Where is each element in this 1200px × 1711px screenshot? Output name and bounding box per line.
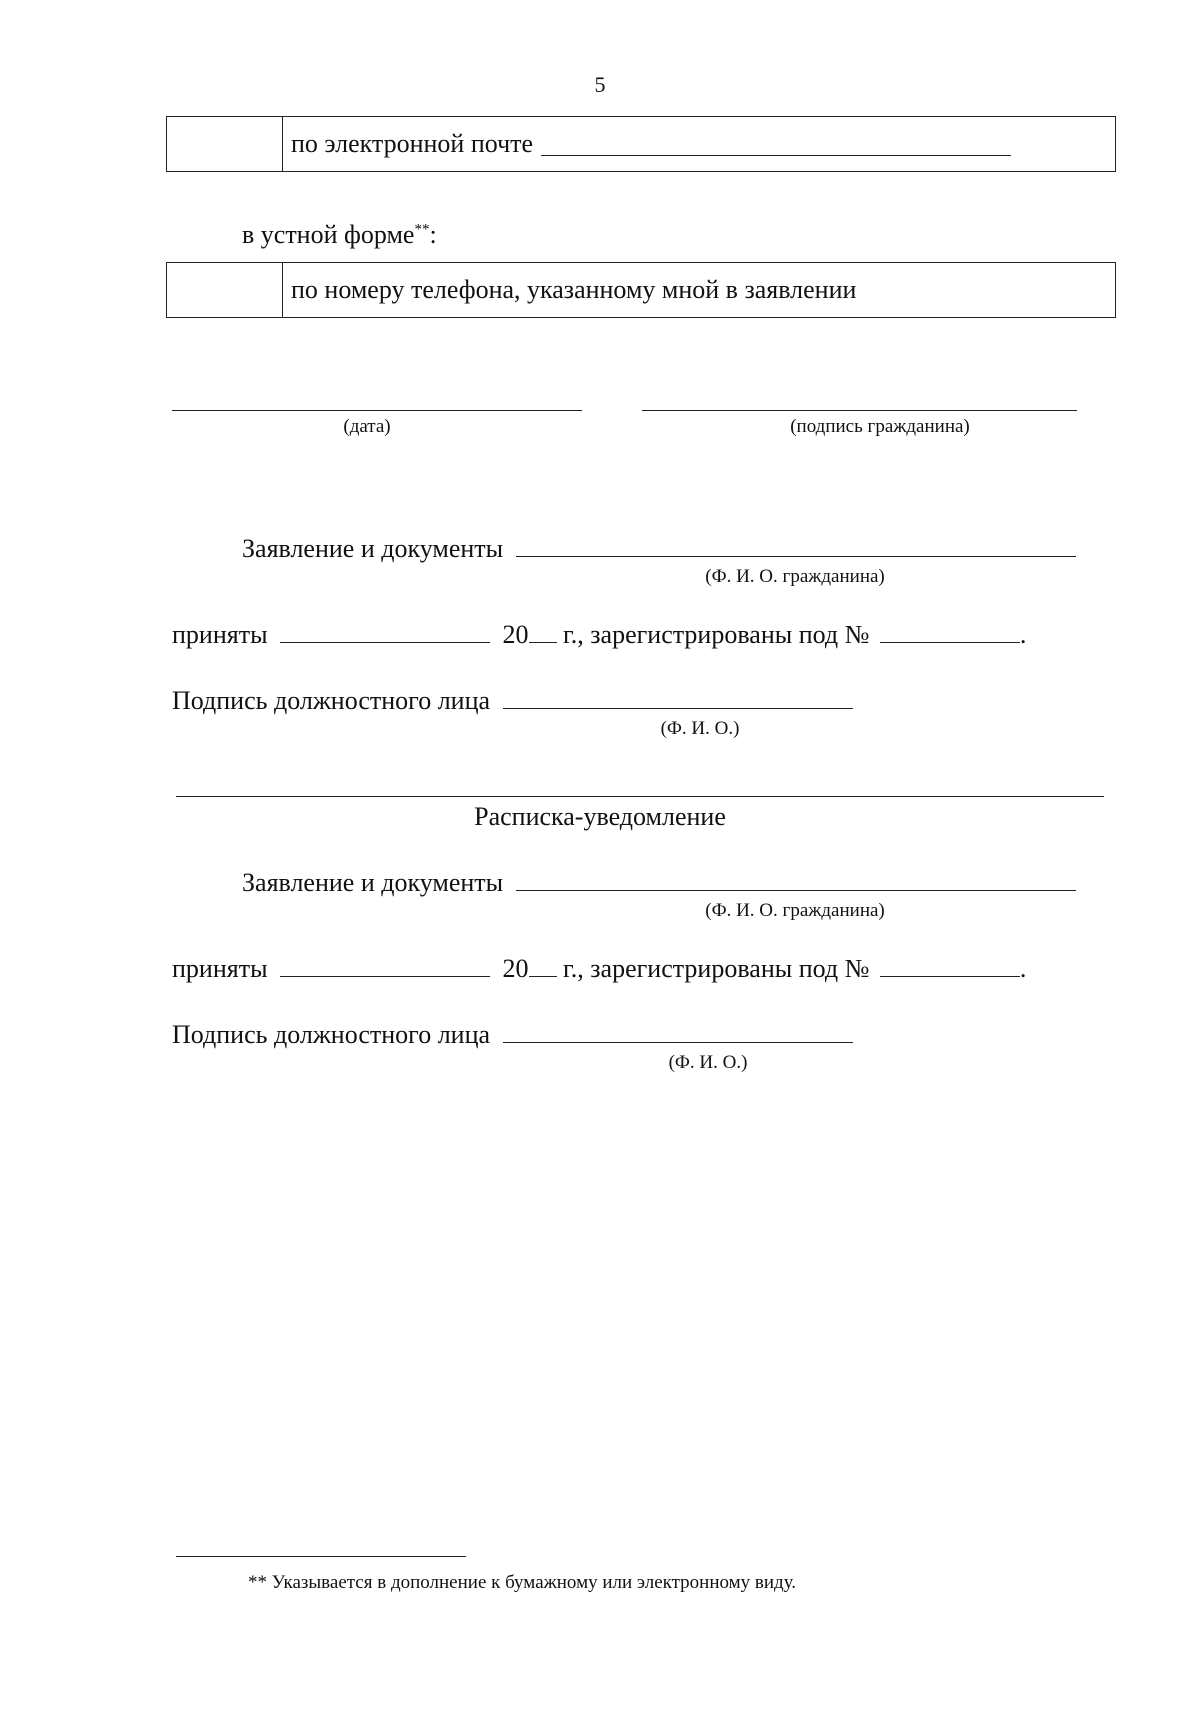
acceptance-year-field[interactable] bbox=[529, 620, 557, 643]
citizen-signature-field[interactable] bbox=[642, 410, 1077, 411]
acceptance-statement: Заявление и документы bbox=[242, 534, 1076, 564]
footnote-mark: ** bbox=[414, 221, 430, 238]
acceptance-fio-caption: (Ф. И. О.) bbox=[660, 718, 740, 739]
receipt-official-row: Подпись должностного лица bbox=[172, 1020, 853, 1050]
acceptance-citizen-name-field[interactable] bbox=[516, 534, 1076, 557]
acceptance-reg-number-field[interactable] bbox=[880, 620, 1020, 643]
footnote-separator bbox=[176, 1556, 466, 1557]
phone-option-label: по номеру телефона, указанному мной в заявлении bbox=[291, 275, 857, 304]
receipt-fio-citizen-caption: (Ф. И. О. гражданина) bbox=[705, 900, 885, 921]
acceptance-official-signature-field[interactable] bbox=[503, 686, 853, 709]
receipt-statement: Заявление и документы bbox=[242, 868, 1076, 898]
email-option-text bbox=[283, 117, 1115, 171]
receipt-date-row: приняты 20 г., зарегистрированы под № . bbox=[172, 954, 1027, 983]
receipt-year-field[interactable] bbox=[529, 954, 557, 977]
email-option-label: по электронной почте bbox=[291, 129, 534, 158]
acceptance-date-field[interactable] bbox=[280, 620, 490, 643]
receipt-fio-caption: (Ф. И. О.) bbox=[668, 1052, 748, 1073]
email-option-checkbox[interactable] bbox=[167, 117, 283, 171]
receipt-title: Расписка-уведомление bbox=[474, 802, 726, 831]
email-option-row bbox=[166, 116, 1116, 172]
acceptance-date-row: приняты 20 г., зарегистрированы под № . bbox=[172, 620, 1027, 649]
receipt-official-signature-field[interactable] bbox=[503, 1020, 853, 1043]
receipt-date-field[interactable] bbox=[280, 954, 490, 977]
receipt-reg-number-field[interactable] bbox=[880, 954, 1020, 977]
acceptance-official-row: Подпись должностного лица bbox=[172, 686, 853, 716]
tear-off-line bbox=[176, 796, 1104, 797]
signature-caption: (подпись гражданина) bbox=[790, 416, 970, 437]
oral-form-heading: в устной форме**: bbox=[242, 220, 437, 249]
phone-option-checkbox[interactable] bbox=[167, 263, 283, 317]
phone-option-row bbox=[166, 262, 1116, 318]
receipt-citizen-name-field[interactable] bbox=[516, 868, 1076, 891]
date-field[interactable] bbox=[172, 410, 582, 411]
email-address-field[interactable] bbox=[541, 133, 1011, 156]
page-number: 5 bbox=[594, 72, 606, 97]
date-caption: (дата) bbox=[343, 416, 391, 437]
acceptance-fio-citizen-caption: (Ф. И. О. гражданина) bbox=[705, 566, 885, 587]
footnote-text: ** Указывается в дополнение к бумажному или электронному виду. bbox=[248, 1572, 797, 1593]
